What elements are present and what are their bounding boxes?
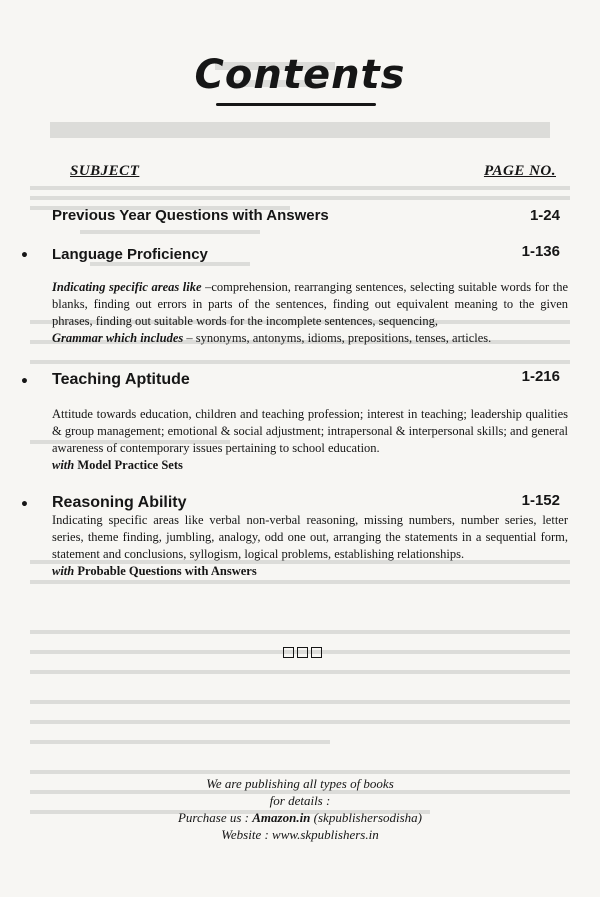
entry-pages-language-proficiency: 1-136 xyxy=(521,243,560,260)
with-lead: with xyxy=(52,564,75,578)
title-underline xyxy=(216,103,376,106)
bullet-icon: • xyxy=(20,248,29,264)
entry-title-language-proficiency: Language Proficiency xyxy=(52,246,208,263)
bullet-icon: • xyxy=(20,374,29,390)
purchase-label: Purchase us : xyxy=(177,810,253,825)
section-divider-ornament xyxy=(283,647,322,658)
footer-line: We are publishing all types of books xyxy=(206,776,394,791)
description-text: Indicating specific areas like verbal non-verbal reasoning, missing numbers, number series, letter series, theme finding, jumbling, analogy, odd one out, arranging the statements in a sequential form, statement and conclusions, syllogism, logical problems, establishing relationships. xyxy=(52,513,568,561)
description-text: –comprehension, rearranging sentences, selecting suitable words for the blanks, finding out errors in parts of the sentences, finding out equivalent meaning to the given phrases, finding out suitable words for the incomplete sentences, sequencing, xyxy=(52,280,569,328)
footer-website-line: Website : www.skpublishers.in xyxy=(221,827,379,842)
entry-title-teaching-aptitude: Teaching Aptitude xyxy=(52,371,190,388)
bullet-icon: • xyxy=(20,497,29,513)
description-text: – synonyms, antonyms, idioms, prepositions, tenses, articles. xyxy=(183,331,492,345)
description-text: Attitude towards education, children and teaching profession; interest in teaching; leadership qualities & group management; emotional & social adjustment; intrapersonal & interpersonal skills; and general awareness of contemporary issues pertaining to school education. xyxy=(52,407,568,455)
with-lead: with xyxy=(52,458,75,472)
description-lead: Grammar which includes xyxy=(52,331,184,345)
description-lead: Indicating specific areas like xyxy=(52,280,202,294)
square-icon xyxy=(297,647,308,658)
amazon-link: Amazon.in xyxy=(252,810,311,825)
footer-line: for details : xyxy=(269,793,331,808)
entry-description-language-proficiency xyxy=(52,279,568,347)
entry-pages-teaching-aptitude: 1-216 xyxy=(521,368,560,385)
subject-column-header: SUBJECT xyxy=(70,163,140,179)
with-text: Probable Questions with Answers xyxy=(74,564,257,578)
page-title: Contents xyxy=(194,52,406,98)
entry-pages-reasoning-ability: 1-152 xyxy=(521,492,560,509)
square-icon xyxy=(283,647,294,658)
entry-description-teaching-aptitude xyxy=(52,406,568,474)
footer-purchase-line xyxy=(0,809,600,826)
entry-title-previous-year: Previous Year Questions with Answers xyxy=(52,207,329,224)
square-icon xyxy=(311,647,322,658)
with-text: Model Practice Sets xyxy=(74,458,183,472)
entry-title-reasoning-ability: Reasoning Ability xyxy=(52,494,187,511)
page-number-column-header: PAGE NO. xyxy=(483,163,556,179)
entry-description-reasoning-ability xyxy=(52,512,568,580)
amazon-store-name: (skpublishersodisha) xyxy=(310,810,423,825)
publisher-footer xyxy=(0,775,600,843)
entry-pages-previous-year: 1-24 xyxy=(529,207,560,224)
